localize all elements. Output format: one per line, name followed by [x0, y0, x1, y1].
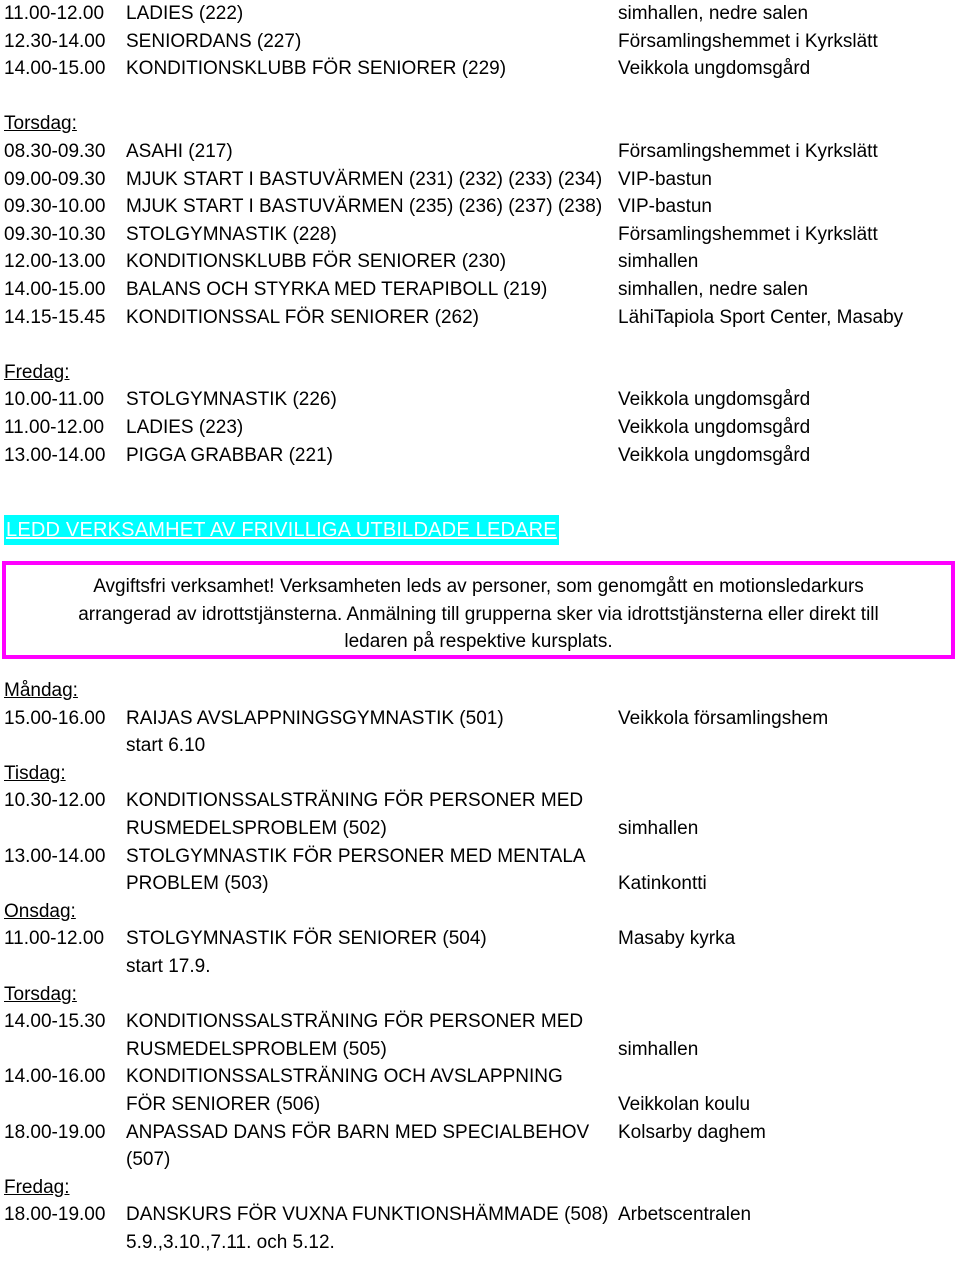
- place-cell: Arbetscentralen: [618, 1204, 752, 1226]
- place-cell: Församlingshemmet i Kyrkslätt: [618, 30, 878, 52]
- day-heading: Fredag:: [4, 1176, 70, 1198]
- day-heading: Torsdag:: [4, 983, 77, 1005]
- time-cell: 14.00-15.30: [4, 1011, 106, 1033]
- schedule-row: [0, 0, 960, 28]
- place-cell: Veikkola församlingshem: [618, 707, 829, 729]
- day-heading-row: [0, 760, 960, 788]
- activity-cell: ASAHI (217): [126, 140, 233, 162]
- schedule-row: [0, 925, 960, 953]
- place-cell: VIP-bastun: [618, 168, 712, 190]
- activity-cell: KONDITIONSSALSTRÄNING FÖR PERSONER MED: [126, 790, 584, 812]
- schedule-row: [0, 1091, 960, 1119]
- time-cell: 18.00-19.00: [4, 1204, 106, 1226]
- activity-cell: start 6.10: [126, 735, 206, 757]
- info-line: arrangerad av idrottstjänsterna. Anmälning till grupperna sker via idrottstjänsterna eller direkt till: [78, 603, 879, 625]
- day-heading-row: [0, 981, 960, 1009]
- time-cell: 10.30-12.00: [4, 790, 106, 812]
- place-cell: Veikkola ungdomsgård: [618, 389, 811, 411]
- place-cell: LähiTapiola Sport Center, Masaby: [618, 306, 904, 328]
- time-cell: 11.00-12.00: [4, 928, 105, 950]
- activity-cell: MJUK START I BASTUVÄRMEN (231) (232) (233) (234): [126, 168, 603, 190]
- activity-cell: FÖR SENIORER (506): [126, 1094, 321, 1115]
- schedule-row: [0, 1036, 960, 1064]
- activity-cell: LADIES (223): [126, 416, 244, 438]
- schedule-row: [0, 276, 960, 304]
- day-heading-row: [0, 1174, 960, 1202]
- time-cell: 08.30-09.30: [4, 140, 106, 162]
- activity-cell: STOLGYMNASTIK FÖR PERSONER MED MENTALA: [126, 845, 586, 867]
- place-cell: simhallen, nedre salen: [618, 278, 809, 300]
- info-line: Avgiftsfri verksamhet! Verksamheten leds av personer, som genomgått en motionsledarkurs: [93, 576, 864, 598]
- schedule-row: [0, 787, 960, 815]
- activity-cell: SENIORDANS (227): [126, 30, 302, 52]
- time-cell: 18.00-19.00: [4, 1121, 106, 1143]
- activity-cell: RAIJAS AVSLAPPNINGSGYMNASTIK (501): [126, 707, 504, 729]
- schedule-row: [0, 221, 960, 249]
- activity-cell: BALANS OCH STYRKA MED TERAPIBOLL (219): [126, 278, 548, 300]
- time-cell: 11.00-12.00: [4, 416, 105, 438]
- activity-cell: PROBLEM (503): [126, 873, 269, 895]
- activity-cell: STOLGYMNASTIK FÖR SENIORER (504): [126, 928, 487, 950]
- time-cell: 13.00-14.00: [4, 444, 106, 466]
- schedule-row: [0, 1229, 960, 1257]
- activity-cell: KONDITIONSSAL FÖR SENIORER (262): [126, 306, 479, 328]
- time-cell: 14.15-15.45: [4, 306, 106, 328]
- place-cell: simhallen: [618, 1038, 699, 1060]
- day-heading-row: [0, 359, 960, 387]
- time-cell: 14.00-15.00: [4, 58, 106, 80]
- time-cell: 12.30-14.00: [4, 30, 106, 52]
- schedule-row: [0, 1008, 960, 1036]
- place-cell: Veikkola ungdomsgård: [618, 444, 811, 466]
- day-heading-row: [0, 898, 960, 926]
- schedule-bottom: [0, 677, 960, 1256]
- schedule-row: [0, 166, 960, 194]
- day-heading: Onsdag:: [4, 900, 76, 922]
- time-cell: 13.00-14.00: [4, 845, 106, 867]
- activity-cell: RUSMEDELSPROBLEM (502): [126, 818, 387, 840]
- spacer: [0, 83, 960, 111]
- schedule-row: [0, 1119, 960, 1147]
- schedule-top: [0, 0, 960, 469]
- day-heading: Torsdag:: [4, 113, 77, 135]
- activity-cell: RUSMEDELSPROBLEM (505): [126, 1038, 387, 1060]
- schedule-row: [0, 414, 960, 442]
- time-cell: 09.30-10.00: [4, 196, 106, 218]
- time-cell: 14.00-15.00: [4, 278, 106, 300]
- day-heading-row: [0, 110, 960, 138]
- schedule-row: [0, 705, 960, 733]
- place-cell: simhallen: [618, 251, 699, 273]
- place-cell: Katinkontti: [618, 873, 707, 895]
- schedule-row: [0, 55, 960, 83]
- activity-cell: STOLGYMNASTIK (228): [126, 223, 337, 245]
- schedule-row: [0, 732, 960, 760]
- activity-cell: DANSKURS FÖR VUXNA FUNKTIONSHÄMMADE (508): [126, 1204, 609, 1226]
- activity-cell: 5.9.,3.10.,7.11. och 5.12.: [126, 1231, 335, 1253]
- schedule-row: [0, 815, 960, 843]
- time-cell: 09.00-09.30: [4, 168, 106, 190]
- time-cell: 10.00-11.00: [4, 389, 105, 411]
- place-cell: Veikkolan koulu: [618, 1094, 751, 1115]
- activity-cell: start 17.9.: [126, 956, 211, 978]
- place-cell: Veikkola ungdomsgård: [618, 416, 811, 438]
- schedule-row: [0, 248, 960, 276]
- activity-cell: KONDITIONSKLUBB FÖR SENIORER (229): [126, 58, 507, 80]
- activity-cell: LADIES (222): [126, 3, 244, 24]
- schedule-row: [0, 1063, 960, 1091]
- day-heading-row: [0, 677, 960, 705]
- time-cell: 11.00-12.00: [4, 3, 105, 24]
- schedule-row: [0, 28, 960, 56]
- place-cell: Veikkola ungdomsgård: [618, 58, 811, 80]
- schedule-row: [0, 193, 960, 221]
- place-cell: simhallen: [618, 818, 699, 840]
- place-cell: Masaby kyrka: [618, 928, 736, 950]
- schedule-row: [0, 1146, 960, 1174]
- activity-cell: KONDITIONSSALSTRÄNING OCH AVSLAPPNING: [126, 1066, 563, 1088]
- schedule-row: [0, 386, 960, 414]
- volunteer-heading-row: [0, 513, 960, 549]
- schedule-row: [0, 304, 960, 332]
- schedule-row: [0, 442, 960, 470]
- day-heading: Fredag:: [4, 361, 70, 383]
- day-heading: Tisdag:: [4, 762, 66, 784]
- info-line: ledaren på respektive kursplats.: [344, 631, 613, 653]
- place-cell: Församlingshemmet i Kyrkslätt: [618, 223, 878, 245]
- activity-cell: (507): [126, 1149, 171, 1171]
- activity-cell: MJUK START I BASTUVÄRMEN (235) (236) (237) (238): [126, 196, 603, 218]
- spacer: [0, 331, 960, 359]
- activity-cell: STOLGYMNASTIK (226): [126, 389, 337, 411]
- activity-cell: KONDITIONSKLUBB FÖR SENIORER (230): [126, 251, 507, 273]
- activity-cell: ANPASSAD DANS FÖR BARN MED SPECIALBEHOV: [126, 1121, 590, 1143]
- schedule-row: [0, 953, 960, 981]
- time-cell: 15.00-16.00: [4, 707, 106, 729]
- time-cell: 12.00-13.00: [4, 251, 106, 273]
- time-cell: 09.30-10.30: [4, 223, 106, 245]
- activity-cell: PIGGA GRABBAR (221): [126, 444, 333, 466]
- info-box: [2, 561, 955, 659]
- activity-cell: KONDITIONSSALSTRÄNING FÖR PERSONER MED: [126, 1011, 584, 1033]
- time-cell: 14.00-16.00: [4, 1066, 106, 1088]
- volunteer-heading: LEDD VERKSAMHET AV FRIVILLIGA UTBILDADE LEDARE: [4, 515, 559, 545]
- schedule-row: [0, 870, 960, 898]
- place-cell: VIP-bastun: [618, 196, 712, 218]
- place-cell: Församlingshemmet i Kyrkslätt: [618, 140, 878, 162]
- schedule-row: [0, 138, 960, 166]
- day-heading: Måndag:: [4, 680, 78, 702]
- place-cell: simhallen, nedre salen: [618, 3, 809, 24]
- place-cell: Kolsarby daghem: [618, 1121, 766, 1143]
- schedule-row: [0, 843, 960, 871]
- schedule-row: [0, 1201, 960, 1229]
